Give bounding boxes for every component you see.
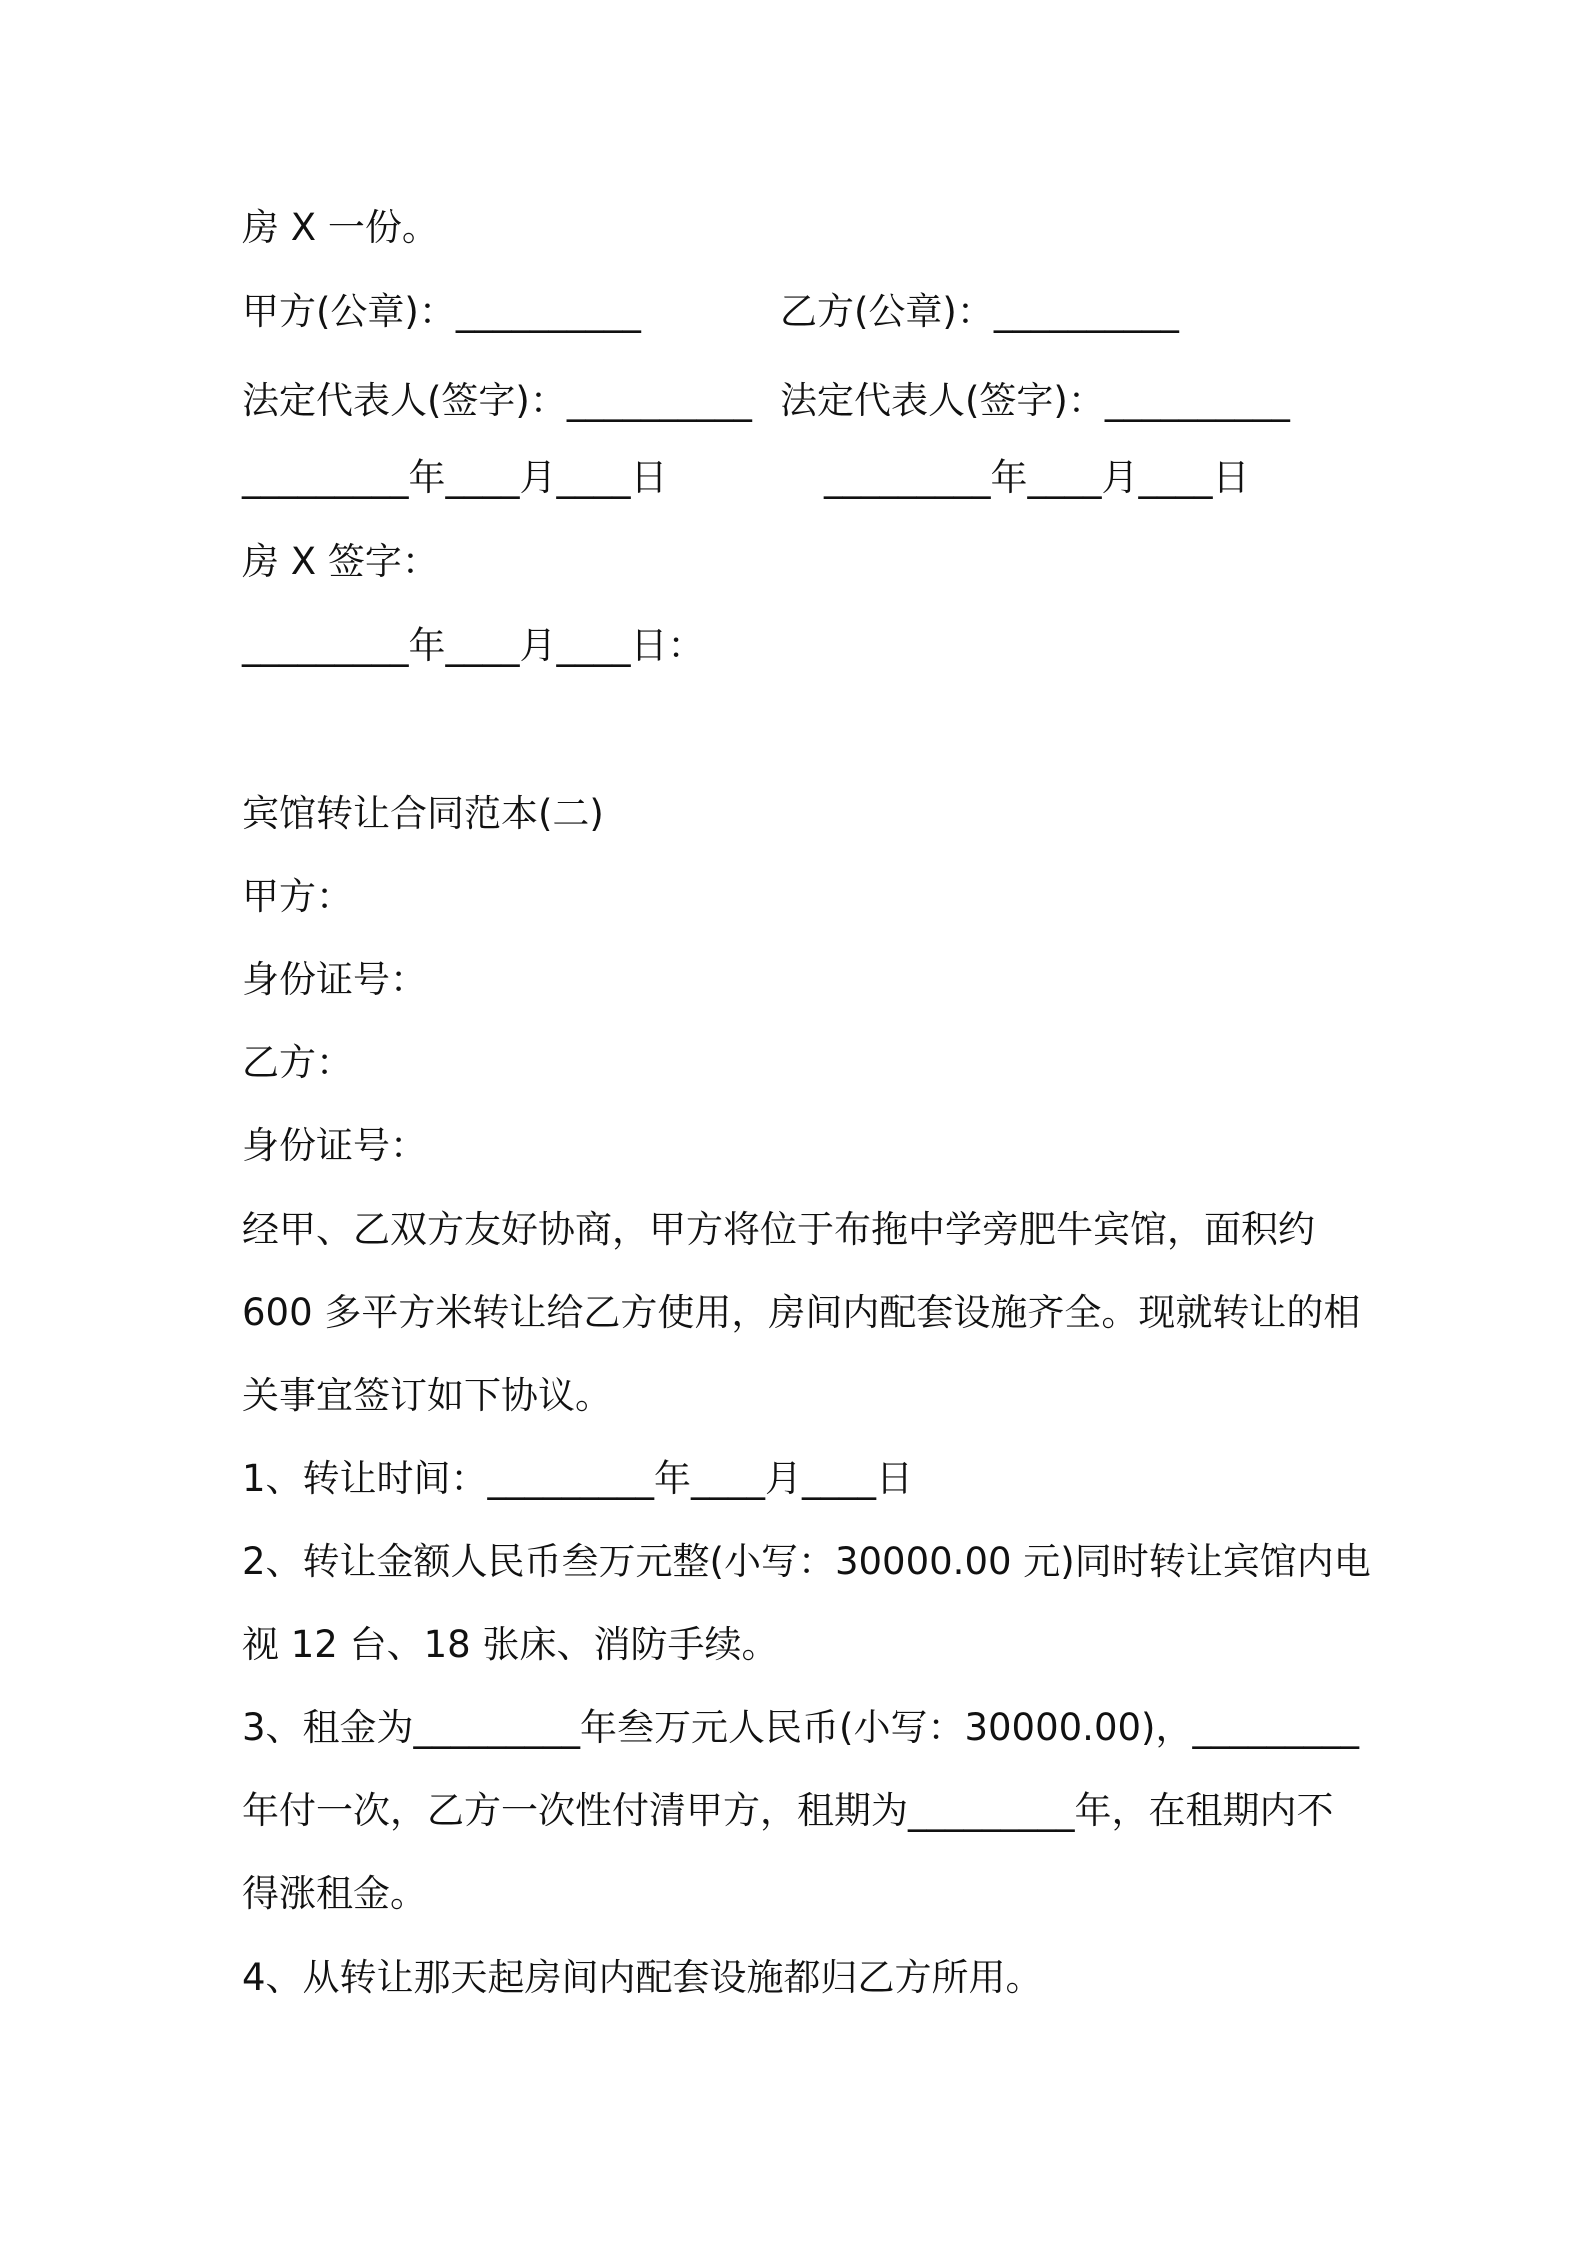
clause-3-line-2: 年付一次，乙方一次性付清甲方，租期为_________年，在租期内不 [242, 1789, 1334, 1832]
landlord-date: _________年____月____日： [242, 624, 705, 667]
clause-3-line-3: 得涨租金。 [242, 1872, 427, 1915]
clause-4: 4、从转让那天起房间内配套设施都归乙方所用。 [242, 1956, 1043, 1999]
party-a-seal: 甲方(公章)：__________ [242, 290, 641, 333]
party-b-label: 乙方： [242, 1041, 353, 1084]
party-b-seal: 乙方(公章)：__________ [780, 290, 1179, 333]
clause-1: 1、转让时间：_________年____月____日 [242, 1457, 914, 1500]
landlord-signature: 房 X 签字： [242, 540, 439, 583]
party-a-date: _________年____月____日 [242, 456, 668, 499]
intro-line-3: 关事宜签订如下协议。 [242, 1374, 612, 1417]
intro-line-2: 600 多平方米转让给乙方使用，房间内配套设施齐全。现就转让的相 [242, 1291, 1361, 1334]
intro-line-1: 经甲、乙双方友好协商，甲方将位于布拖中学旁肥牛宾馆，面积约 [242, 1208, 1315, 1251]
section-title: 宾馆转让合同范本(二) [242, 792, 604, 835]
text-line: 房 X 一份。 [242, 206, 439, 249]
id-number-a: 身份证号： [242, 958, 427, 1001]
id-number-b: 身份证号： [242, 1124, 427, 1167]
party-a-label: 甲方： [242, 875, 353, 918]
party-b-date: _________年____月____日 [824, 456, 1250, 499]
clause-3-line-1: 3、租金为_________年叁万元人民币(小写：30000.00)，_________ [242, 1706, 1359, 1749]
clause-2-line-2: 视 12 台、18 张床、消防手续。 [242, 1623, 779, 1666]
clause-2-line-1: 2、转让金额人民币叁万元整(小写：30000.00 元)同时转让宾馆内电 [242, 1540, 1371, 1583]
party-b-representative: 法定代表人(签字)：__________ [780, 379, 1290, 422]
party-a-representative: 法定代表人(签字)：__________ [242, 379, 752, 422]
